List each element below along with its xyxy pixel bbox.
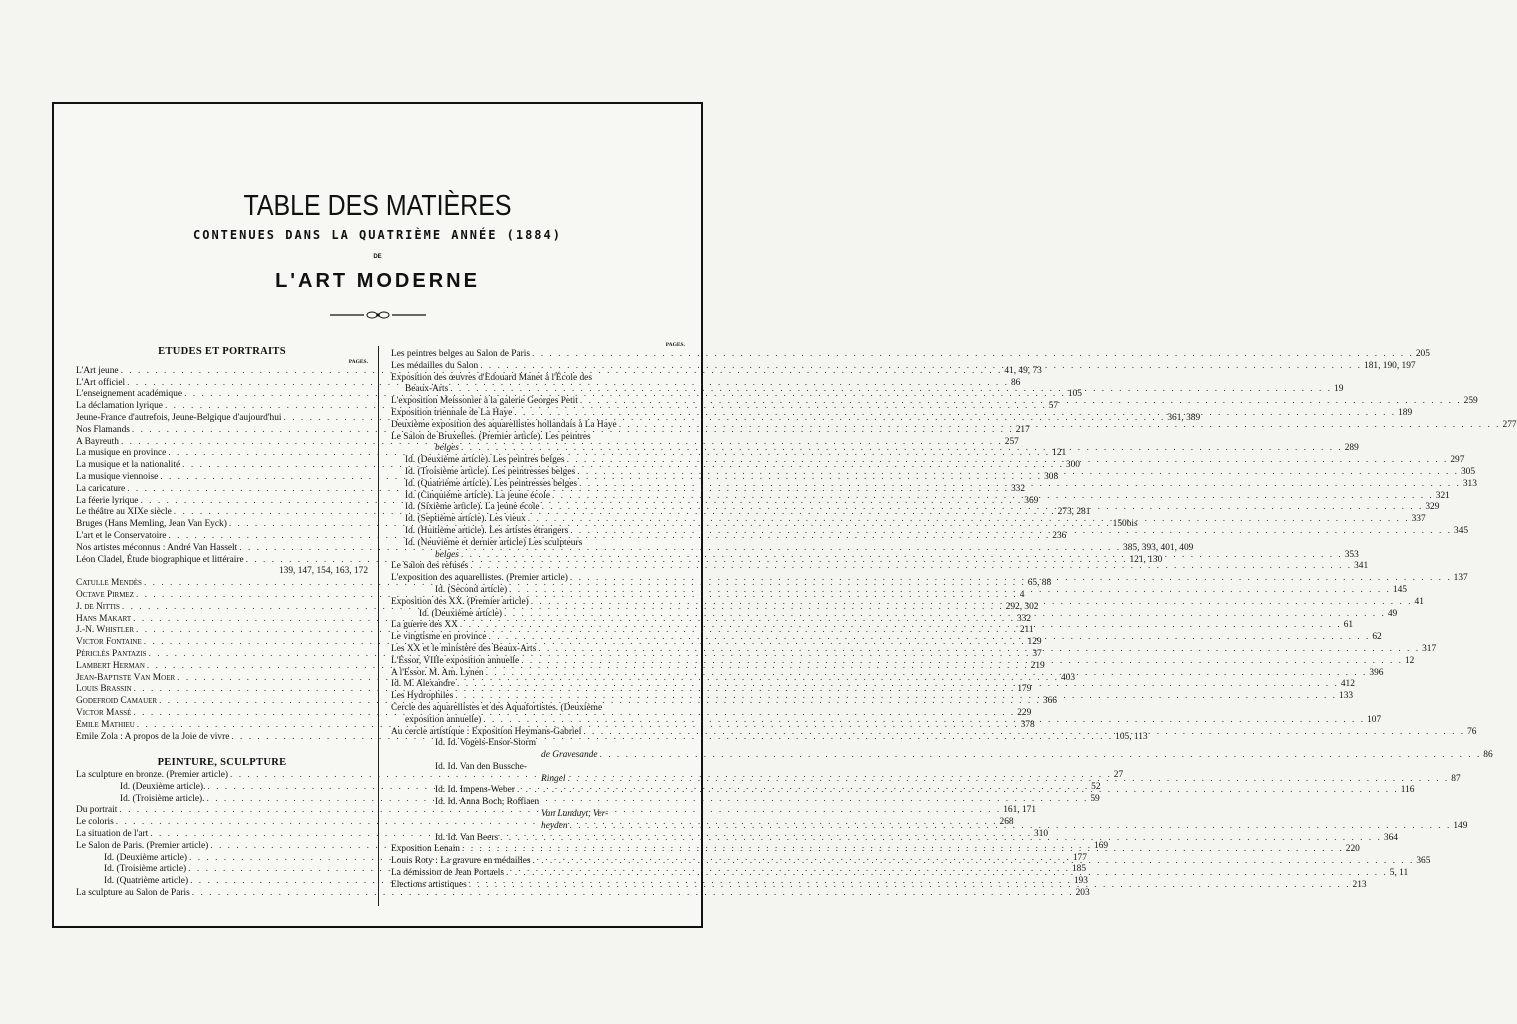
toc-entry-title: Catulle Mendès (76, 578, 142, 589)
toc-entry-page: 150bis (1112, 519, 1138, 530)
toc-entry: L'exposition des aquarellistes. (Premier article) . . . 137 (391, 573, 685, 585)
toc-entry-title: Octave Pirmez (76, 589, 134, 600)
toc-entry: Au cercle artistique : Exposition Heymans-Gabriel . . . 76 (391, 727, 685, 739)
toc-entry-title: Périclès Pantazis (76, 648, 147, 659)
toc-entry-page: 337 (1411, 514, 1426, 525)
toc-entry-title: A l'Essor. M. Am. Lynen (391, 667, 484, 678)
toc-entry-title: Id. (Quatrième article). Les peintresses belges (405, 478, 578, 489)
toc-entry-line: Exposition des œuvres d'Edouard Manet à l'École des (391, 372, 592, 383)
toc-entry-title: Le coloris (76, 817, 114, 828)
toc-entry: Le Salon des refusés . . . 341 (391, 561, 685, 573)
leader-dots (550, 491, 1436, 503)
toc-entry-title: Id. (Septième article). Les vieux (405, 514, 526, 525)
toc-entry-title: Lambert Herman (76, 660, 145, 671)
toc-entry: Léon Cladel, Étude biographique et littéraire . . . 121, 130 (76, 555, 368, 567)
toc-entry-line: Cercle des aquarellistes et des Aquafortistes. (Deuxième (391, 702, 603, 713)
toc-entry-page: 236 (1052, 530, 1067, 541)
toc-entry-title: Id. (Troisième article) (104, 864, 187, 875)
toc-entry-title: Godefroid Camauer (76, 696, 158, 707)
toc-entry-title: Id. (Troisième article). Les peintresses belges (405, 466, 576, 477)
leader-dots (568, 526, 1454, 538)
toc-entry-page: 12 (1404, 655, 1415, 666)
leader-dots (455, 679, 1341, 691)
toc-entry-page: 129 (1027, 637, 1042, 648)
toc-entry: Id. (Second article) . . . 145 (391, 585, 685, 597)
toc-entry-title: Jeune-France d'autrefois, Jeune-Belgique d'aujourd'hui (76, 412, 282, 423)
toc-entry: Les peintres belges au Salon de Paris . . . 205 (391, 349, 685, 361)
toc-entry-page: 213 (1352, 879, 1367, 890)
toc-entry-title: J. de Nittis (76, 601, 120, 612)
toc-entry-page: 229 (1017, 707, 1032, 718)
leader-dots (577, 479, 1463, 491)
toc-entry-title: Le Salon de Paris. (Premier article) (76, 840, 209, 851)
toc-entry-page: 105 (1067, 389, 1082, 400)
toc-entry-title: Du portrait (76, 805, 118, 816)
toc-entry: Id. (Deuxième article) . . . 49 (391, 609, 685, 621)
toc-entry: Emile Zola : A propos de la Joie de vivre . . . 105, 113 (76, 732, 368, 744)
toc-entry-title: La déclamation lyrique (76, 401, 163, 412)
leader-dots (575, 467, 1461, 479)
toc-entry-title: Louis Roty : La gravure en médailles (391, 856, 531, 867)
toc-entry-title: La sculpture en bronze. (Premier article) (76, 770, 229, 781)
toc-entry-page: 203 (1075, 888, 1090, 899)
leader-dots (504, 868, 1390, 880)
toc-entry (76, 589, 1025, 602)
toc-entry-title: Victor Massé (76, 707, 132, 718)
toc-entry-page: 133 (1339, 691, 1354, 702)
toc-entry-page: 332 (1016, 613, 1031, 624)
toc-entry-page: 369 (1024, 495, 1039, 506)
toc-entry-title: Id. (Deuxième article) (104, 852, 188, 863)
toc-entry-page: 412 (1340, 679, 1355, 690)
leader-dots (460, 844, 1346, 856)
toc-entry-page: 329 (1425, 502, 1440, 513)
toc-entry-title: A Bayreuth (76, 436, 119, 447)
toc-entry-page: 57 (1048, 401, 1059, 412)
toc-entry-page: 268 (999, 817, 1014, 828)
toc-entry-title: La musique en province (76, 448, 167, 459)
toc-entry-title: Id. M. Alexandre (391, 679, 456, 690)
toc-entry-page: 65, 88 (1027, 578, 1052, 589)
toc-entry-title: Les XX et le ministère des Beaux-Arts (391, 643, 537, 654)
toc-entry-page: 41, 49, 73 (1004, 365, 1042, 376)
toc-entry-title: Les Hydrophiles (391, 691, 454, 702)
toc-entry: belges . . . 289 (391, 443, 685, 455)
toc-entry-title: Exposition Lenain (391, 844, 460, 855)
toc-entry-page: 220 (1345, 844, 1360, 855)
toc-entry-page: 366 (1042, 696, 1057, 707)
toc-entry-page: 321 (1435, 490, 1450, 501)
leader-dots (453, 691, 1339, 703)
toc-entry-page: 361, 389 (1167, 412, 1201, 423)
page-subtitle: CONTENUES DANS LA QUATRIÈME ANNÉE (1884) (193, 228, 562, 242)
toc-entry-title: La caricature (76, 483, 126, 494)
toc-entry-page: 177 (1072, 852, 1087, 863)
toc-entry-page: 403 (1060, 672, 1075, 683)
toc-entry-page: 273, 281 (1057, 507, 1091, 518)
toc-entry-page: 169 (1094, 840, 1109, 851)
toc-entry: Id. Id. Van Beers . . . 364 (391, 833, 685, 845)
toc-entry-title: L'Art jeune (76, 365, 119, 376)
toc-entry-page: 161, 171 (1003, 805, 1036, 816)
toc-entry: Id. Id. Impens-Weber . . . 116 (391, 785, 685, 797)
toc-entry-title: La démission de Jean Portaels (391, 868, 504, 879)
toc-entry-page: 310 (1034, 829, 1049, 840)
toc-entry-page: 300 (1065, 460, 1080, 471)
leader-dots (467, 880, 1353, 892)
toc-entry-title: Nos Flamands (76, 424, 130, 435)
toc-entry-page: 59 (1090, 793, 1100, 804)
journal-title: L'ART MODERNE (275, 270, 480, 292)
section-heading-etudes: ETUDES ET PORTRAITS (158, 346, 286, 357)
toc-entry (76, 412, 1201, 425)
toc-entry-page: 211 (1019, 625, 1034, 636)
toc-entry (76, 817, 1014, 829)
toc-entry-page: 4 (1019, 589, 1025, 600)
leader-dots (519, 656, 1405, 668)
toc-entry-title: La féerie lyrique (76, 495, 139, 506)
toc-entry-page: 313 (1462, 478, 1477, 489)
toc-entry: Ringel . . . 87 (391, 774, 685, 786)
toc-entry-title: L'enseignement académique (76, 389, 183, 400)
toc-entry: L'exposition Meissonier à la galerie Georges Petit . . . 259 (391, 396, 685, 408)
toc-entry-title: Id. (Deuxième article). Les peintres belges (405, 455, 565, 466)
toc-entry-line: Le Salon de Bruxelles. (Premier article). Les peintres (391, 431, 591, 442)
leader-dots (526, 514, 1412, 526)
toc-entry-page: 61 (1343, 620, 1354, 631)
toc-entry-title: Id. (Huitième article). Les artistes étrangers (405, 525, 569, 536)
toc-entry-title: L'art et le Conservatoire (76, 530, 167, 541)
toc-entry-page: 396 (1369, 667, 1384, 678)
toc-entry-page: 62 (1372, 632, 1382, 643)
toc-entry-page: 121 (1052, 448, 1067, 459)
leader-dots (565, 455, 1451, 467)
toc-entry: Beaux-Arts . . . 19 (391, 384, 685, 396)
toc-entry: Exposition triennale de La Haye . . . 189 (391, 408, 685, 420)
toc-entry-title: Id. (Sixième article). La jeune école (405, 502, 540, 513)
page-frame (52, 102, 1517, 928)
toc-entry-title: J.-N. Whistler (76, 625, 135, 636)
toc-entry (76, 719, 1035, 732)
toc-entry-page: 37 (1032, 648, 1042, 659)
toc-entry-page: 332 (1010, 483, 1026, 494)
toc-entry-title: L'Art officiel (76, 377, 126, 388)
toc-entry-page: 297 (1450, 455, 1465, 466)
pages-label: PAGES. (665, 342, 685, 348)
leader-dots (531, 856, 1417, 868)
de-label: DE (373, 254, 382, 260)
toc-entry (76, 389, 1082, 401)
toc-entry-page: 179 (1017, 684, 1032, 695)
toc-entry-page: 5, 11 (1389, 868, 1409, 879)
toc-entry-title: La sculpture au Salon de Paris (76, 888, 190, 899)
toc-entry-line: Id. Id. Vogels-Ensor-Storm (435, 738, 537, 749)
leader-dots (540, 502, 1426, 514)
toc-entry-line: Van Landuyt, Ver- (541, 809, 609, 820)
toc-entry-page: 27 (1113, 770, 1124, 781)
toc-entry-title: Id. (Deuxième article). (120, 781, 206, 792)
toc-entry-page: 193 (1073, 876, 1088, 887)
toc-entry-title: Victor Fontaine (76, 637, 142, 648)
toc-entry-line: Id. (Neuvième et dernier article) Les sculpteurs (405, 537, 583, 548)
toc-entry: heyden . . . 149 (391, 821, 685, 833)
toc-entry-title: Emile Mathieu (76, 719, 135, 730)
toc-entry: belges . . . 353 (391, 550, 685, 562)
toc-entry-page: 185 (1071, 864, 1087, 875)
leader-dots (484, 668, 1370, 680)
toc-entry (76, 888, 1090, 900)
toc-entry-title: Id. (Troisième article). (120, 793, 205, 804)
toc-entry-page: 317 (1422, 643, 1437, 654)
toc-entry: exposition annuelle) . . . 107 (391, 715, 685, 727)
toc-entry-page: 292, 302 (1005, 601, 1039, 612)
toc-entry-line: Id. Id. Van den Bussche- (435, 761, 527, 772)
toc-entry: de Gravesande . . . 86 (391, 750, 685, 762)
toc-entry-title: Elections artistiques (391, 879, 467, 890)
toc-entry-page: 305 (1460, 466, 1476, 477)
toc-entry (76, 401, 1059, 413)
ornament-divider-icon (330, 310, 426, 320)
toc-entry-page: 378 (1020, 719, 1035, 730)
toc-entry-title: La musique viennoise (76, 471, 159, 482)
toc-entry-title: Le vingtisme en province (391, 632, 487, 643)
toc-entry-title: Hans Makart (76, 613, 132, 624)
toc-entry: Les médailles du Salon . . . 181, 190, 197 (391, 361, 685, 373)
toc-entry-page: 219 (1030, 660, 1045, 671)
toc-entry-page: 257 (1004, 436, 1019, 447)
toc-entry-page: 365 (1416, 856, 1431, 867)
toc-entry-page: 86 (1010, 377, 1021, 388)
toc-entry (76, 578, 1052, 590)
toc-entry (76, 601, 1039, 614)
toc-entry-title: Louis Brassin (76, 684, 132, 695)
page-title: TABLE DES MATIÈRES (243, 190, 512, 222)
toc-entry-title: L'Essor, VIIIe exposition annuelle (391, 655, 520, 666)
section-heading-peinture: PEINTURE, SCULPTURE (157, 757, 287, 769)
toc-entry: Deuxième exposition des aquarellistes hollandais à La Haye . . . 277 (391, 420, 685, 432)
toc-entry-title: Id. (Cinquième article). La jeune école (405, 490, 550, 501)
toc-entry-continuation: 139, 147, 154, 163, 172 (278, 566, 368, 577)
toc-entry-page: 345 (1454, 525, 1469, 536)
leader-dots (536, 644, 1422, 656)
leader-dots (487, 632, 1373, 644)
toc-entry-title: La situation de l'art (76, 829, 149, 840)
toc-entry-title: Bruges (Hans Memling, Jean Van Eyck) (76, 519, 227, 530)
toc-entry (76, 448, 1067, 460)
toc-entry-title: La guerre des XX (391, 620, 458, 631)
toc-entry-page: 308 (1044, 471, 1059, 482)
leader-dots (458, 620, 1344, 632)
toc-entry: Nos artistes méconnus : André Van Hasselt . . . 385, 393, 401, 409 (76, 543, 368, 555)
toc-entry-line: Id. Id. Anna Boch, Roffiaen (435, 797, 540, 808)
toc-entry-title: La musique et la nationalité (76, 460, 181, 471)
toc-entry-page: 217 (1015, 424, 1030, 435)
toc-entry-title: Id. (Quatrième article) (104, 876, 189, 887)
toc-entry-title: Le théâtre au XIXe siècle (76, 507, 172, 518)
toc-entry-page: 52 (1091, 781, 1101, 792)
toc-entry-title: Jean-Baptiste Van Moer (76, 672, 176, 683)
toc-entry: Exposition des XX. (Premier article) . . . 41 (391, 597, 685, 609)
pages-label: PAGES. (348, 358, 368, 365)
